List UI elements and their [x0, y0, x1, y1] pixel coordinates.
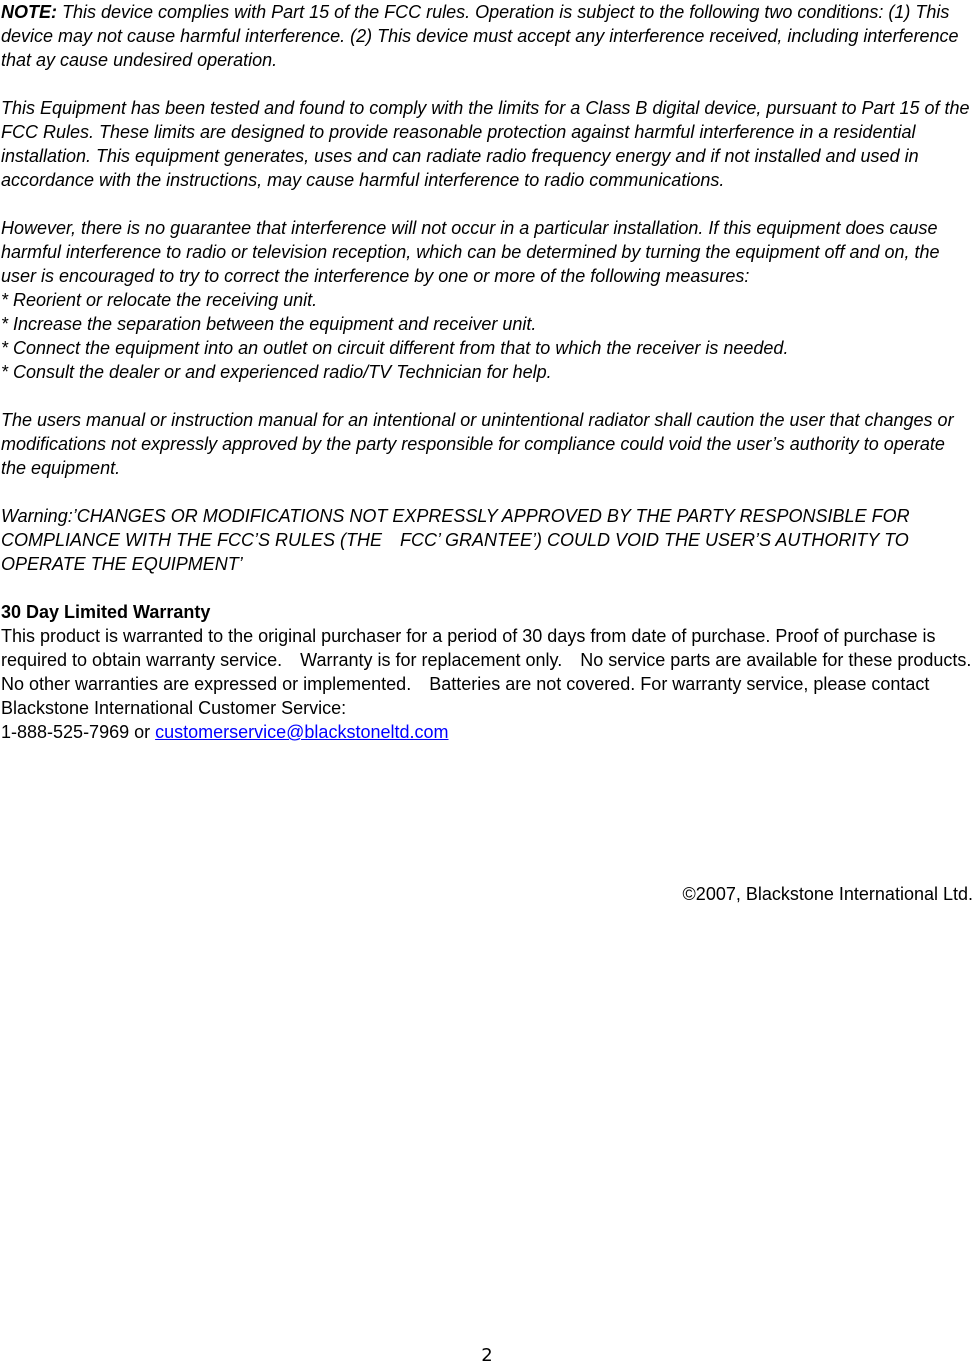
manual-paragraph: The users manual or instruction manual for an intentional or unintentional radiator shall caution the user that changes or modifications not expressly approved by the party responsible for compliance could void the user’s authority to operate the equipment. — [1, 410, 954, 478]
paragraph-spacer — [1, 480, 974, 504]
warranty-contact-line — [1, 720, 974, 744]
list-item: * Consult the dealer or and experienced radio/TV Technician for help. — [1, 362, 552, 382]
paragraph-spacer — [1, 576, 974, 600]
list-item: * Connect the equipment into an outlet on circuit different from that to which the receiver is needed. — [1, 338, 789, 358]
phone-number: 1-888-525-7969 or — [1, 722, 156, 742]
copyright-notice: ©2007, Blackstone International Ltd. — [682, 884, 973, 904]
list-item: * Increase the separation between the equipment and receiver unit. — [1, 314, 537, 334]
note-label: NOTE: — [1, 2, 57, 22]
guarantee-paragraph: However, there is no guarantee that interference will not occur in a particular installation. If this equipment does cause harmful interference to radio or television reception, which can be determined by turning the equipment off and on, the user is encouraged to try to correct the interference by one or more of the following measures: — [1, 218, 940, 286]
class-b-paragraph: This Equipment has been tested and found to comply with the limits for a Class B digital device, pursuant to Part 15 of the FCC Rules. These limits are designed to provide reasonable protection against harmful interference in a residential installation. This equipment generates, uses and can radiate radio frequency energy and if not installed and used in accordance with the instructions, may cause harmful interference to radio communications. — [1, 98, 970, 190]
paragraph-spacer — [1, 192, 974, 216]
document-page — [1, 0, 974, 744]
support-email-link[interactable]: customerservice@blackstoneltd.com — [155, 722, 449, 742]
paragraph-spacer — [1, 72, 974, 96]
paragraph-spacer — [1, 384, 974, 408]
note-text: This device complies with Part 15 of the FCC rules. Operation is subject to the following two conditions: (1) This device may not cause harmful interference. (2) This device must accept any interference received, including interference that ay cause undesired operation. — [1, 2, 959, 70]
fcc-note-paragraph — [1, 0, 974, 72]
warranty-heading: 30 Day Limited Warranty — [1, 602, 211, 622]
page-number: 2 — [481, 1345, 493, 1366]
measures-list — [1, 288, 974, 384]
warning-paragraph: Warning:’CHANGES OR MODIFICATIONS NOT EXPRESSLY APPROVED BY THE PARTY RESPONSIBLE FOR COMPLIANCE WITH THE FCC’S RULES (THE FCC’ GRANTEE’) COULD VOID THE USER’S AUTHORITY TO OPERATE THE EQUIPMENT’ — [1, 506, 910, 574]
list-item: * Reorient or relocate the receiving unit. — [1, 290, 318, 310]
warranty-body: This product is warranted to the original purchaser for a period of 30 days from date of purchase. Proof of purchase is required to obtain warranty service. Warranty is for replacement only. No service parts are available for these products. No other warranties are expressed or implemented. Batteries are not covered. For warranty service, please contact Blackstone International Customer Service: — [1, 626, 972, 718]
